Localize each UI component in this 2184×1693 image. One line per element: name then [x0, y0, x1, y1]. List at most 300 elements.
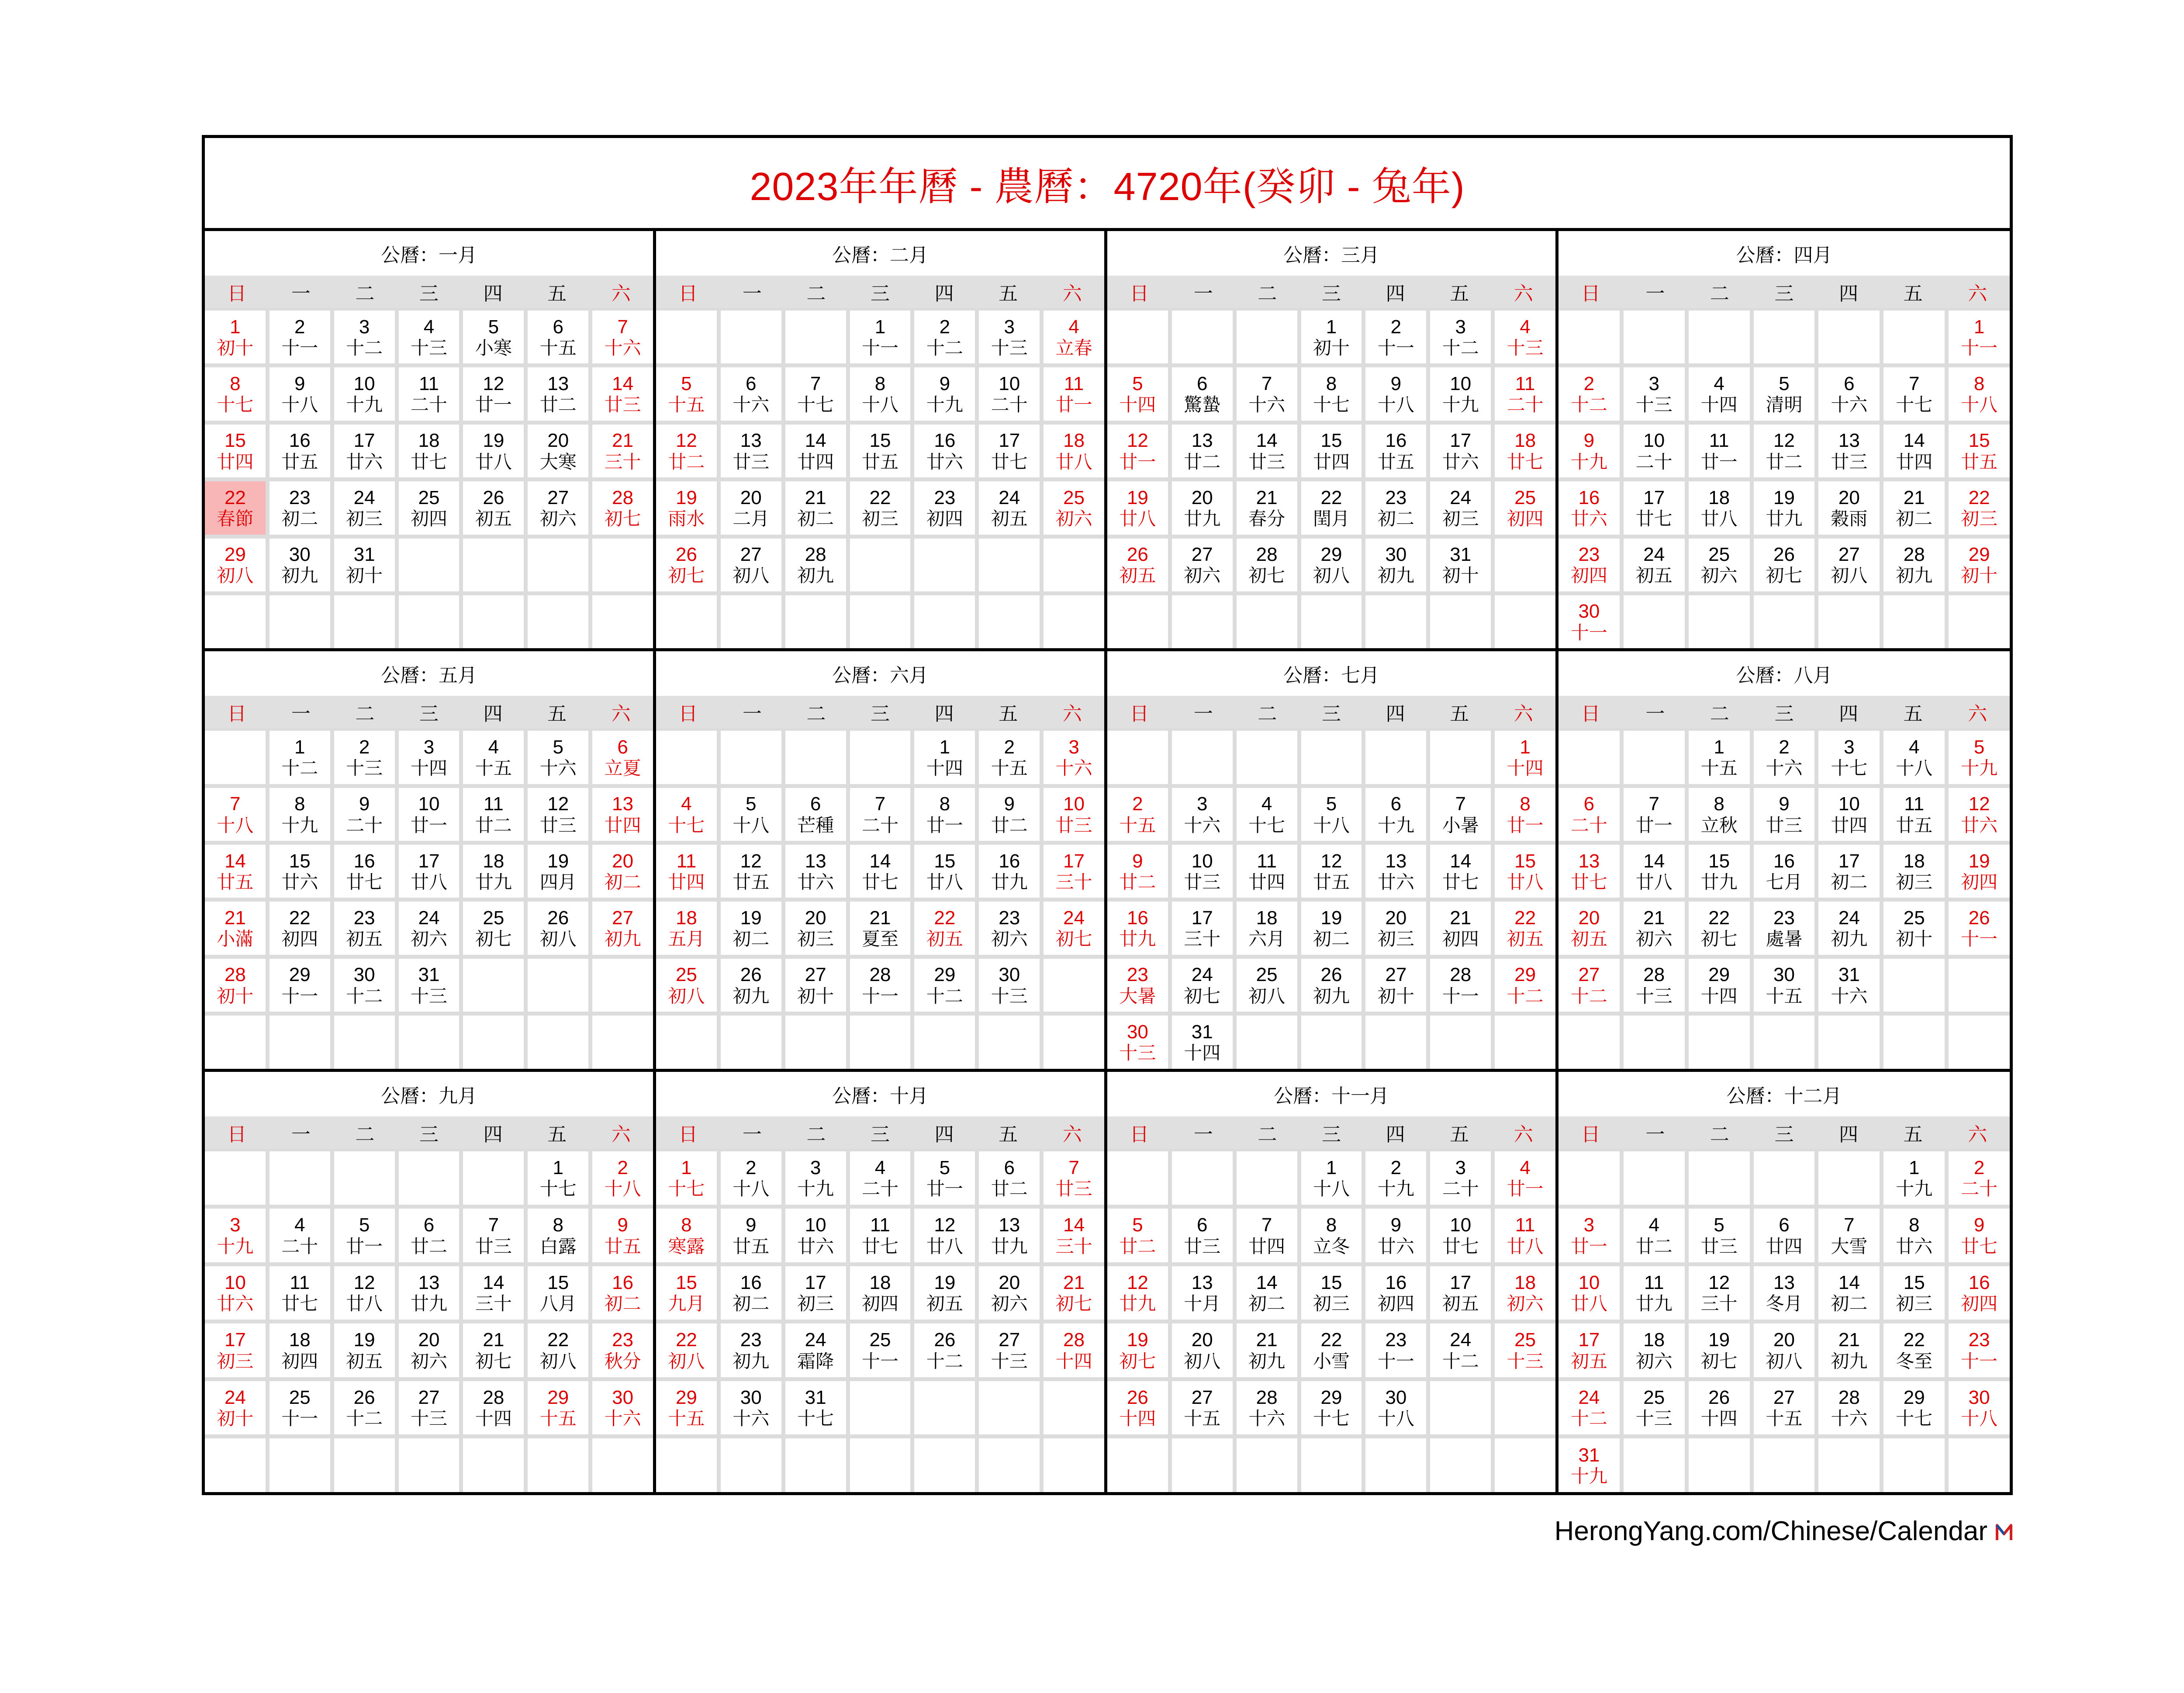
day-cell: [785, 425, 846, 477]
day-number: 18: [418, 430, 440, 452]
lunar-date: 廿一: [926, 814, 963, 836]
lunar-date: 十四: [1055, 1350, 1092, 1372]
day-number: 15: [1320, 1271, 1342, 1293]
day-number: 11: [290, 1271, 310, 1293]
lunar-date: 十二: [1442, 1350, 1479, 1372]
empty-cell: [1237, 311, 1297, 363]
day-number: 7: [874, 793, 886, 815]
weekday-label: 六: [1062, 283, 1082, 305]
lunar-date: 十八: [1961, 394, 1998, 416]
day-grid: [1559, 728, 2010, 1068]
day-number: 20: [1191, 487, 1213, 508]
lunar-date: 初五: [1570, 1350, 1607, 1372]
day-cell: [1107, 1016, 1168, 1068]
lunar-date: 十七: [797, 1408, 834, 1430]
day-cell: [979, 367, 1040, 420]
day-number: 25: [1643, 1387, 1665, 1408]
day-cell: [528, 425, 588, 477]
day-number: 28: [612, 487, 634, 508]
day-number: 7: [1844, 1214, 1855, 1236]
weekday-header: [205, 1116, 653, 1149]
lunar-date: 廿二: [668, 451, 705, 473]
lunar-date: 二十: [281, 1235, 318, 1257]
day-cell: [1559, 481, 1620, 534]
day-number: 24: [999, 487, 1020, 508]
day-cell: [399, 959, 460, 1012]
day-cell: [1237, 1381, 1297, 1435]
lunar-date: 霜降: [797, 1350, 834, 1372]
day-number: 10: [224, 1271, 246, 1293]
day-number: 31: [1578, 1444, 1600, 1466]
weekday-label: 二: [1258, 1123, 1277, 1146]
lunar-date: 初六: [1507, 1293, 1544, 1315]
day-number: 21: [1450, 907, 1472, 929]
day-number: 14: [1838, 1271, 1860, 1293]
day-number: 4: [1908, 736, 1920, 758]
day-cell: [850, 1266, 911, 1320]
weekday-label: 日: [227, 703, 247, 726]
day-cell: [270, 311, 330, 363]
lunar-date: 九月: [668, 1293, 705, 1315]
footer-link[interactable]: HerongYang.com/Chinese/Calendar: [1554, 1516, 1987, 1546]
empty-cell: [1430, 1016, 1491, 1068]
empty-cell: [656, 595, 717, 648]
empty-cell: [463, 1438, 524, 1492]
weekday-label: 三: [870, 703, 890, 726]
day-number: 15: [1320, 430, 1342, 452]
lunar-date: 十五: [1700, 757, 1738, 779]
lunar-date: 十六: [1766, 757, 1803, 779]
empty-cell: [1949, 1016, 2010, 1068]
day-cell: [914, 788, 975, 841]
day-cell: [205, 481, 266, 534]
day-number: 11: [1515, 1214, 1535, 1236]
day-number: 12: [740, 850, 762, 872]
lunar-date: 初二: [1313, 928, 1350, 950]
weekday-header: [1559, 276, 2010, 308]
lunar-date: 廿四: [1248, 871, 1286, 893]
lunar-date: 初二: [733, 1293, 770, 1315]
day-grid: [1559, 1149, 2010, 1492]
lunar-date: 小滿: [217, 928, 254, 950]
day-cell: [1949, 425, 2010, 477]
lunar-date: 廿八: [1570, 1293, 1607, 1315]
day-cell: [656, 1266, 717, 1320]
weekday-label: 六: [1514, 703, 1533, 726]
day-number: 8: [553, 1214, 563, 1236]
day-number: 27: [1578, 964, 1600, 986]
weekday-label: 三: [1321, 283, 1341, 305]
lunar-date: 二月: [733, 508, 770, 529]
day-number: 27: [999, 1329, 1020, 1351]
lunar-date: 初四: [926, 508, 963, 529]
lunar-date: 初十: [217, 1408, 254, 1430]
day-number: 8: [1908, 1214, 1920, 1236]
day-cell: [1689, 539, 1750, 591]
empty-cell: [1689, 1016, 1750, 1068]
weekday-label: 二: [806, 1123, 826, 1146]
day-cell: [1495, 1266, 1555, 1320]
day-cell: [270, 539, 330, 591]
day-cell: [850, 788, 911, 841]
lunar-date: 初六: [1635, 1350, 1673, 1372]
day-number: 20: [999, 1271, 1020, 1293]
day-number: 29: [675, 1387, 697, 1408]
day-number: 16: [934, 430, 956, 452]
lunar-date: 廿六: [797, 871, 834, 893]
lunar-date: 廿五: [733, 871, 770, 893]
day-number: 9: [1132, 850, 1143, 872]
lunar-date: 廿二: [410, 1235, 447, 1257]
day-cell: [785, 902, 846, 954]
lunar-date: 十二: [1442, 337, 1479, 359]
day-number: 7: [617, 316, 628, 338]
day-cell: [1044, 731, 1104, 784]
day-number: 22: [934, 907, 956, 929]
weekday-label: 一: [1645, 283, 1665, 305]
weekday-label: 五: [999, 703, 1018, 726]
lunar-date: 十八: [217, 814, 254, 836]
day-cell: [205, 902, 266, 954]
day-cell: [334, 1323, 395, 1377]
lunar-date: 廿三: [1055, 1178, 1092, 1200]
day-cell: [1883, 902, 1945, 954]
day-number: 17: [1578, 1329, 1600, 1351]
empty-cell: [463, 595, 524, 648]
empty-cell: [1754, 1438, 1815, 1492]
lunar-date: 十月: [1184, 1293, 1221, 1315]
day-cell: [1559, 1381, 1620, 1435]
day-cell: [1107, 539, 1168, 591]
lunar-date: 廿二: [475, 814, 512, 836]
day-number: 14: [1450, 850, 1472, 872]
lunar-date: 十一: [1961, 1350, 1998, 1372]
day-cell: [1430, 1209, 1491, 1262]
lunar-date: 十八: [1313, 814, 1350, 836]
day-cell: [205, 959, 266, 1012]
day-number: 22: [547, 1329, 569, 1351]
month-block-5: [205, 651, 656, 1071]
lunar-date: 初五: [926, 1293, 963, 1315]
day-number: 17: [353, 430, 375, 452]
lunar-date: 十六: [1831, 1408, 1868, 1430]
day-number: 10: [353, 373, 375, 394]
lunar-date: 廿三: [1766, 814, 1803, 836]
day-cell: [1624, 845, 1685, 898]
lunar-date: 廿四: [668, 871, 705, 893]
lunar-date: 廿九: [1635, 1293, 1673, 1315]
day-cell: [1172, 1266, 1233, 1320]
lunar-date: 廿六: [1377, 1235, 1414, 1257]
day-number: 23: [289, 487, 311, 508]
lunar-date: 冬至: [1896, 1350, 1933, 1372]
day-number: 19: [353, 1329, 375, 1351]
day-number: 31: [805, 1387, 826, 1408]
weekday-label: 五: [1450, 703, 1469, 726]
weekday-label: 日: [1581, 1123, 1600, 1146]
lunar-date: 廿一: [1055, 394, 1092, 416]
day-number: 29: [547, 1387, 569, 1408]
day-cell: [979, 481, 1040, 534]
lunar-date: 廿一: [1635, 814, 1673, 836]
day-cell: [334, 788, 395, 841]
lunar-date: 初十: [217, 985, 254, 1007]
day-number: 9: [939, 373, 950, 394]
day-number: 4: [1648, 1214, 1660, 1236]
day-number: 2: [939, 316, 950, 338]
lunar-date: 初九: [281, 565, 318, 587]
day-number: 7: [1261, 1214, 1272, 1236]
weekday-label: 日: [227, 283, 247, 305]
lunar-date: 廿六: [1442, 451, 1479, 473]
day-cell: [1689, 367, 1750, 420]
day-number: 12: [675, 430, 697, 452]
day-cell: [1559, 1438, 1620, 1492]
empty-cell: [1172, 595, 1233, 648]
day-number: 3: [1455, 1157, 1466, 1178]
day-number: 18: [1514, 1271, 1536, 1293]
day-cell: [1624, 1323, 1685, 1377]
day-cell: [1883, 1151, 1945, 1205]
day-number: 30: [1578, 601, 1600, 622]
lunar-date: 二十: [1442, 1178, 1479, 1200]
weekday-label: 五: [547, 1123, 567, 1146]
day-cell: [1172, 1323, 1233, 1377]
day-number: 5: [359, 1214, 370, 1236]
empty-cell: [1044, 1381, 1104, 1435]
day-number: 1: [553, 1157, 563, 1178]
lunar-date: 廿八: [1507, 871, 1544, 893]
month-grid: [205, 231, 2010, 1492]
day-grid: [656, 1149, 1104, 1492]
lunar-date: 十二: [1570, 1408, 1607, 1430]
lunar-date: 清明: [1766, 394, 1803, 416]
day-cell: [785, 539, 846, 591]
day-number: 11: [1064, 373, 1084, 394]
day-number: 26: [1968, 907, 1990, 929]
day-cell: [1044, 367, 1104, 420]
lunar-date: 廿二: [1119, 871, 1156, 893]
day-cell: [1754, 788, 1815, 841]
day-number: 30: [1385, 544, 1407, 566]
lunar-date: 十四: [1700, 394, 1738, 416]
day-number: 5: [1132, 373, 1143, 394]
day-cell: [1949, 1266, 2010, 1320]
month-block-7: [1107, 651, 1559, 1071]
day-number: 2: [1390, 1157, 1402, 1178]
day-number: 24: [224, 1387, 246, 1408]
day-number: 11: [419, 373, 439, 394]
month-block-4: [1559, 231, 2010, 651]
lunar-date: 十三: [991, 1350, 1028, 1372]
day-cell: [656, 902, 717, 954]
empty-cell: [1430, 1381, 1491, 1435]
lunar-date: 十七: [797, 394, 834, 416]
lunar-date: 初四: [1377, 1293, 1414, 1315]
day-cell: [1559, 845, 1620, 898]
empty-cell: [979, 1016, 1040, 1068]
day-number: 17: [1838, 850, 1860, 872]
weekday-label: 五: [1903, 1123, 1923, 1146]
day-cell: [1107, 481, 1168, 534]
day-cell: [656, 367, 717, 420]
month-block-9: [205, 1072, 656, 1492]
lunar-date: 初七: [1248, 565, 1286, 587]
lunar-date: 廿二: [1119, 1235, 1156, 1257]
lunar-date: 十四: [410, 757, 447, 779]
empty-cell: [1949, 595, 2010, 648]
day-cell: [528, 731, 588, 784]
day-number: 30: [1385, 1387, 1407, 1408]
day-grid: [205, 1149, 653, 1492]
day-number: 7: [488, 1214, 499, 1236]
lunar-date: 廿七: [410, 451, 447, 473]
lunar-date: 初八: [1766, 1350, 1803, 1372]
day-number: 30: [289, 544, 311, 566]
day-cell: [592, 1266, 653, 1320]
day-number: 26: [740, 964, 762, 986]
lunar-date: 芒種: [797, 814, 834, 836]
day-cell: [1818, 1209, 1880, 1262]
day-cell: [721, 959, 781, 1012]
day-cell: [1754, 539, 1815, 591]
day-number: 19: [1708, 1329, 1730, 1351]
day-cell: [1301, 425, 1362, 477]
day-number: 2: [1004, 736, 1015, 758]
lunar-date: 廿九: [991, 1235, 1028, 1257]
day-cell: [721, 425, 781, 477]
day-cell: [1172, 788, 1233, 841]
day-number: 13: [612, 793, 634, 815]
weekday-label: 二: [355, 283, 375, 305]
day-number: 25: [418, 487, 440, 508]
day-number: 26: [483, 487, 505, 508]
lunar-date: 初九: [1831, 928, 1868, 950]
lunar-date: 廿三: [539, 814, 577, 836]
empty-cell: [1172, 311, 1233, 363]
day-cell: [785, 788, 846, 841]
day-number: 7: [1261, 373, 1272, 394]
day-number: 17: [1450, 1271, 1472, 1293]
day-number: 10: [1063, 793, 1085, 815]
day-number: 24: [1838, 907, 1860, 929]
title-row: [205, 138, 2010, 231]
lunar-date: 初七: [1055, 928, 1092, 950]
day-number: 21: [612, 430, 634, 452]
month-title: 公曆：二月: [832, 244, 928, 266]
day-number: 17: [999, 430, 1020, 452]
lunar-date: 廿三: [733, 451, 770, 473]
day-number: 18: [1903, 850, 1925, 872]
day-cell: [1559, 902, 1620, 954]
weekday-header: [1559, 696, 2010, 728]
day-number: 6: [1197, 373, 1208, 394]
lunar-date: 初二: [1248, 1293, 1286, 1315]
lunar-date: 初五: [1119, 565, 1156, 587]
day-number: 24: [805, 1329, 826, 1351]
day-number: 19: [675, 487, 697, 508]
lunar-date: 十一: [1377, 337, 1414, 359]
day-cell: [1301, 1266, 1362, 1320]
weekday-label: 二: [806, 283, 826, 305]
month-title: 公曆：九月: [381, 1085, 477, 1107]
day-number: 20: [1191, 1329, 1213, 1351]
empty-cell: [1754, 1016, 1815, 1068]
month-title: 公曆：十二月: [1726, 1085, 1842, 1107]
weekday-label: 日: [678, 283, 698, 305]
lunar-date: 十八: [733, 1178, 770, 1200]
day-number: 13: [418, 1271, 440, 1293]
day-cell: [205, 845, 266, 898]
lunar-date: 十八: [1896, 757, 1933, 779]
weekday-label: 日: [1581, 703, 1600, 726]
day-cell: [1754, 731, 1815, 784]
lunar-date: 穀雨: [1831, 508, 1868, 529]
day-cell: [1949, 1209, 2010, 1262]
lunar-date: 十八: [604, 1178, 641, 1200]
day-cell: [1172, 367, 1233, 420]
day-number: 23: [740, 1329, 762, 1351]
lunar-date: 初四: [861, 1293, 898, 1315]
empty-cell: [979, 1381, 1040, 1435]
lunar-date: 初三: [1961, 508, 1998, 529]
lunar-date: 初七: [1766, 565, 1803, 587]
lunar-date: 廿七: [1507, 451, 1544, 473]
day-cell: [270, 902, 330, 954]
day-number: 8: [874, 373, 886, 394]
day-cell: [205, 1381, 266, 1435]
day-number: 2: [746, 1157, 757, 1178]
lunar-date: 初九: [1377, 565, 1414, 587]
day-cell: [270, 1266, 330, 1320]
day-cell: [850, 959, 911, 1012]
day-number: 24: [418, 907, 440, 929]
day-cell: [592, 425, 653, 477]
day-cell: [979, 1266, 1040, 1320]
lunar-date: 十二: [346, 337, 383, 359]
day-number: 22: [869, 487, 891, 508]
day-cell: [399, 1209, 460, 1262]
day-cell: [1495, 902, 1555, 954]
day-cell: [785, 367, 846, 420]
day-cell: [1301, 311, 1362, 363]
lunar-date: 初三: [1896, 871, 1933, 893]
day-cell: [528, 1323, 588, 1377]
weekday-label: 五: [1903, 703, 1923, 726]
weekday-label: 四: [1386, 703, 1405, 726]
day-number: 21: [869, 907, 891, 929]
day-number: 10: [1450, 373, 1472, 394]
lunar-date: 處暑: [1766, 928, 1803, 950]
weekday-label: 四: [1386, 1123, 1405, 1146]
day-cell: [463, 788, 524, 841]
day-number: 21: [224, 907, 246, 929]
lunar-date: 廿八: [410, 871, 447, 893]
day-number: 25: [675, 964, 697, 986]
lunar-date: 初三: [861, 508, 898, 529]
lunar-date: 初二: [604, 871, 641, 893]
weekday-label: 四: [1839, 703, 1859, 726]
day-number: 11: [1515, 373, 1535, 394]
lunar-date: 初九: [604, 928, 641, 950]
day-number: 1: [1326, 316, 1337, 338]
day-cell: [1754, 902, 1815, 954]
day-cell: [592, 1323, 653, 1377]
empty-cell: [1818, 1151, 1880, 1205]
day-cell: [399, 788, 460, 841]
lunar-date: 十五: [1184, 1408, 1221, 1430]
lunar-date: 廿七: [1635, 508, 1673, 529]
